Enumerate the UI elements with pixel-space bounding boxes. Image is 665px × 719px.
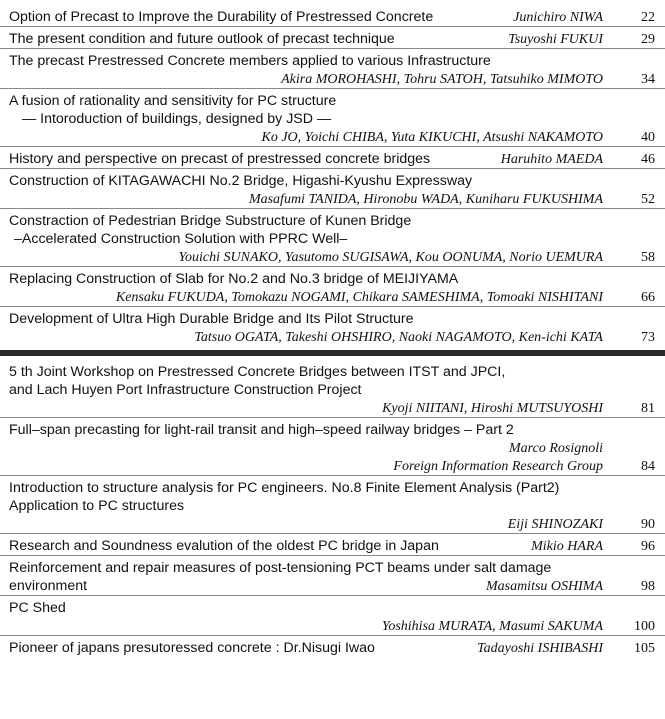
entry-page: 66 bbox=[641, 290, 655, 305]
entry-page: 90 bbox=[641, 517, 655, 532]
entry-authors: Junichiro NIWA bbox=[513, 10, 603, 25]
entry-page: 52 bbox=[641, 192, 655, 207]
entry-page: 81 bbox=[641, 401, 655, 416]
entry-title: Pioneer of japans presutoressed concrete : Dr.Nisugi Iwao bbox=[9, 640, 375, 656]
entry-page: 58 bbox=[641, 250, 655, 265]
entry-authors-line2: Foreign Information Research Group bbox=[393, 459, 603, 474]
entry-title: Development of Ultra High Durable Bridge and Its Pilot Structure bbox=[9, 311, 414, 327]
entry-authors: Marco Rosignoli bbox=[509, 441, 603, 456]
entry-authors: Kyoji NIITANI, Hiroshi MUTSUYOSHI bbox=[382, 401, 603, 416]
divider bbox=[0, 533, 665, 534]
entry-title: Constraction of Pedestrian Bridge Substructure of Kunen Bridge bbox=[9, 213, 412, 229]
entry-page: 40 bbox=[641, 130, 655, 145]
entry-title: A fusion of rationality and sensitivity for PC structure bbox=[9, 93, 337, 109]
entry-authors: Masamitsu OSHIMA bbox=[485, 579, 603, 594]
divider bbox=[0, 555, 665, 556]
entry-title: The present condition and future outlook of precast technique bbox=[9, 31, 395, 47]
entry-page: 73 bbox=[641, 330, 655, 345]
entry-title-line2: and Lach Huyen Port Infrastructure Construction Project bbox=[9, 382, 362, 398]
entry-authors: Yoshihisa MURATA, Masumi SAKUMA bbox=[381, 619, 603, 634]
entry-title-line2: Application to PC structures bbox=[9, 498, 185, 514]
entry-authors: Kensaku FUKUDA, Tomokazu NOGAMI, Chikara SAMESHIMA, Tomoaki NISHITANI bbox=[115, 290, 603, 305]
divider bbox=[0, 635, 665, 636]
entry-page: 105 bbox=[634, 641, 655, 656]
entry-subtitle: –Accelerated Construction Solution with PPRC Well– bbox=[14, 231, 348, 247]
entry-title: Reinforcement and repair measures of post-tensioning PCT beams under salt damage bbox=[9, 560, 552, 576]
entry-page: 98 bbox=[641, 579, 655, 594]
divider bbox=[0, 475, 665, 476]
divider bbox=[0, 48, 665, 49]
entry-title: History and perspective on precast of prestressed concrete bridges bbox=[9, 151, 431, 167]
entry-authors: Tadayoshi ISHIBASHI bbox=[477, 641, 603, 656]
entry-page: 46 bbox=[641, 152, 655, 167]
entry-title: Construction of KITAGAWACHI No.2 Bridge, Higashi-Kyushu Expressway bbox=[9, 173, 473, 189]
entry-title: The precast Prestressed Concrete members applied to various Infrastructure bbox=[9, 53, 491, 69]
entry-page: 29 bbox=[641, 32, 655, 47]
entry-page: 100 bbox=[634, 619, 655, 634]
entry-title: Replacing Construction of Slab for No.2 and No.3 bridge of MEIJIYAMA bbox=[9, 271, 459, 287]
section-separator bbox=[0, 350, 665, 356]
entry-page: 34 bbox=[641, 72, 655, 87]
entry-title: Option of Precast to Improve the Durability of Prestressed Concrete bbox=[9, 9, 434, 25]
divider bbox=[0, 146, 665, 147]
entry-title: 5 th Joint Workshop on Prestressed Concrete Bridges between ITST and JPCI, bbox=[9, 364, 506, 380]
entry-title-line2: environment bbox=[9, 578, 88, 594]
entry-authors: Ko JO, Yoichi CHIBA, Yuta KIKUCHI, Atsushi NAKAMOTO bbox=[261, 130, 603, 145]
entry-title: PC Shed bbox=[9, 600, 66, 616]
entry-title: Full–span precasting for light-rail transit and high–speed railway bridges – Part 2 bbox=[9, 422, 514, 438]
divider bbox=[0, 208, 665, 209]
divider bbox=[0, 266, 665, 267]
divider bbox=[0, 26, 665, 27]
entry-subtitle: — Intoroduction of buildings, designed by JSD — bbox=[22, 111, 332, 127]
divider bbox=[0, 595, 665, 596]
entry-authors: Youichi SUNAKO, Yasutomo SUGISAWA, Kou OONUMA, Norio UEMURA bbox=[178, 250, 603, 265]
entry-authors: Tsuyoshi FUKUI bbox=[508, 32, 603, 47]
entry-authors: Haruhito MAEDA bbox=[500, 152, 603, 167]
entry-page: 84 bbox=[641, 459, 655, 474]
entry-authors: Mikio HARA bbox=[531, 539, 603, 554]
entry-title: Introduction to structure analysis for PC engineers. No.8 Finite Element Analysis (Part2) bbox=[9, 480, 560, 496]
entry-authors: Akira MOROHASHI, Tohru SATOH, Tatsuhiko MIMOTO bbox=[281, 72, 603, 87]
entry-authors: Masafumi TANIDA, Hironobu WADA, Kuniharu FUKUSHIMA bbox=[248, 192, 603, 207]
divider bbox=[0, 168, 665, 169]
entry-authors: Eiji SHINOZAKI bbox=[507, 517, 603, 532]
divider bbox=[0, 417, 665, 418]
divider bbox=[0, 88, 665, 89]
entry-page: 22 bbox=[641, 10, 655, 25]
entry-title: Research and Soundness evalution of the oldest PC bridge in Japan bbox=[9, 538, 439, 554]
entry-authors: Tatsuo OGATA, Takeshi OHSHIRO, Naoki NAGAMOTO, Ken-ichi KATA bbox=[194, 330, 603, 345]
entry-page: 96 bbox=[641, 539, 655, 554]
divider bbox=[0, 306, 665, 307]
